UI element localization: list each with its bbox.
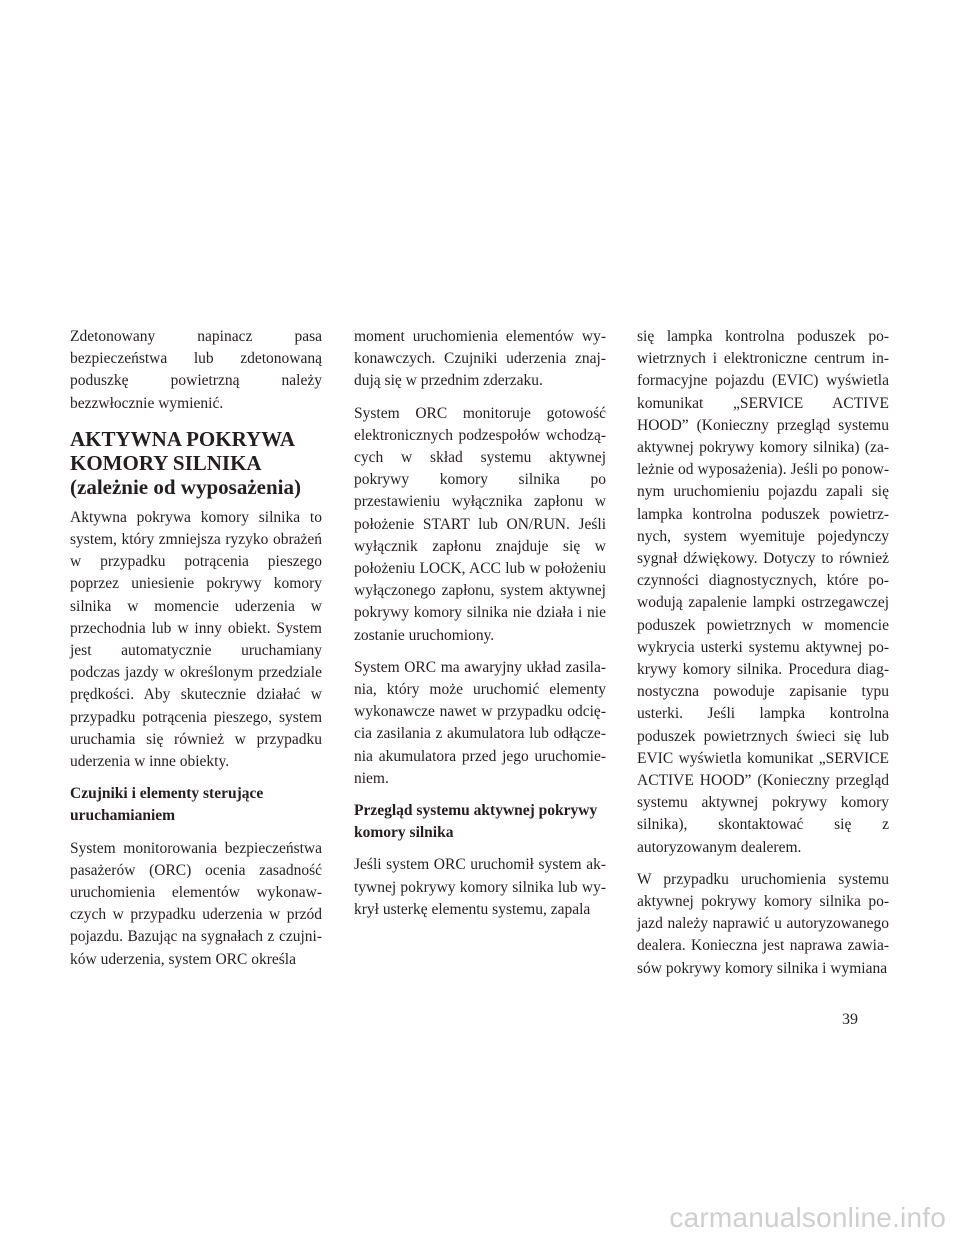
paragraph-active-hood-intro: Aktywna pokrywa komory silnika to system, który zmniejsza ryzyko obrażeń w przypadku potrącenia pieszego poprzez uniesienie pokrywy komory silnika w momencie uderzenia w przechodnia lub w inny obiekt. System jest automatycznie uruchamiany podczas jazdy w określonym przedziale prędkości. Aby skutecznie działać w przypadku potrącenia pieszego, system uruchamia się również w przypadku uderzenia w inne obiekty. (70, 508, 322, 771)
column-1 (70, 326, 322, 981)
subheading-active-hood-service: Przegląd systemu aktywnej pokrywy komory silnika (354, 802, 598, 842)
paragraph-pretensioner-replacement: Zdetonowany napinacz pasa bezpieczeństwa lub zdetonowaną poduszkę powietrzną należy bezzwłocznie wymienić. (70, 328, 322, 412)
paragraph-sensor-location: moment uruchomienia elementów wykonawczych. Czujniki uderzenia znajdują się w przednim zderzaku. (354, 328, 606, 390)
column-3 (637, 326, 889, 990)
section-heading-active-hood: AKTYWNA POKRYWA KOMORY SILNIKA (zależnie od wyposażenia) (70, 426, 301, 499)
paragraph-fault-detection: Jeśli system ORC uruchomił system aktywnej pokrywy komory silnika lub wykrył usterkę elementu systemu, zapala (354, 856, 606, 918)
subheading-sensors-controls: Czujniki i elementy sterujące uruchamianiem (70, 785, 264, 825)
column-2 (354, 326, 606, 931)
paragraph-backup-power: System ORC ma awaryjny układ zasilania, który może uruchomić elementy wykonawcze nawet w przypadku odcięcia zasilania z akumulatora lub odłączenia akumulatora przed jego uruchomieniem. (354, 658, 606, 787)
paragraph-orc-evaluation: System monitorowania bezpieczeństwa pasażerów (ORC) ocenia zasadność uruchomienia elementów wykonawczych w przypadku uderzenia w przód pojazdu. Bazując na sygnałach z czujników uderzenia, system ORC określa (70, 839, 322, 968)
paragraph-warning-lamp: się lampka kontrolna poduszek powietrznych i elektroniczne centrum informacyjne pojazdu (EVIC) wyświetla komunikat „SERVICE ACTIVE HOOD” (Konieczny przegląd systemu aktywnej pokrywy komory silnika) (zależnie od wyposażenia). Jeśli po ponownym uruchomieniu pojazdu zapali się lampka kontrolna poduszek powietrznych, system wyemituje pojedynczy sygnał dźwiękowy. Dotyczy to również czynności diagnostycznych, które powodują zapalenie lampki ostrzegawczej poduszek powietrznych w momencie wykrycia usterki systemu aktywnej pokrywy komory silnika. Procedura diagnostyczna powoduje zapisanie typu usterki. Jeśli lampka kontrolna poduszek powietrznych świeci się lub EVIC wyświetla komunikat „SERVICE ACTIVE HOOD” (Konieczny przegląd systemu aktywnej pokrywy komory silnika), skontaktować się z autoryzowanym dealerem. (637, 328, 889, 856)
watermark-logo: carmanualsonline.info (669, 1202, 946, 1233)
paragraph-dealer-repair: W przypadku uruchomienia systemu aktywnej pokrywy komory silnika pojazd należy naprawić u autoryzowanego dealera. Konieczna jest naprawa zawiasów pokrywy komory silnika i wymiana (637, 870, 889, 977)
page-number: 39 (842, 1011, 858, 1028)
paragraph-orc-monitoring: System ORC monitoruje gotowość elektronicznych podzespołów wchodzących w skład systemu aktywnej pokrywy komory silnika po przestawieniu wyłącznika zapłonu w położenie START lub ON/RUN. Jeśli wyłącznik zapłonu znajduje się w położeniu LOCK, ACC lub w położeniu wyłączonego zapłonu, system aktywnej pokrywy komory silnika nie działa i nie zostanie uruchomiony. (354, 404, 606, 644)
